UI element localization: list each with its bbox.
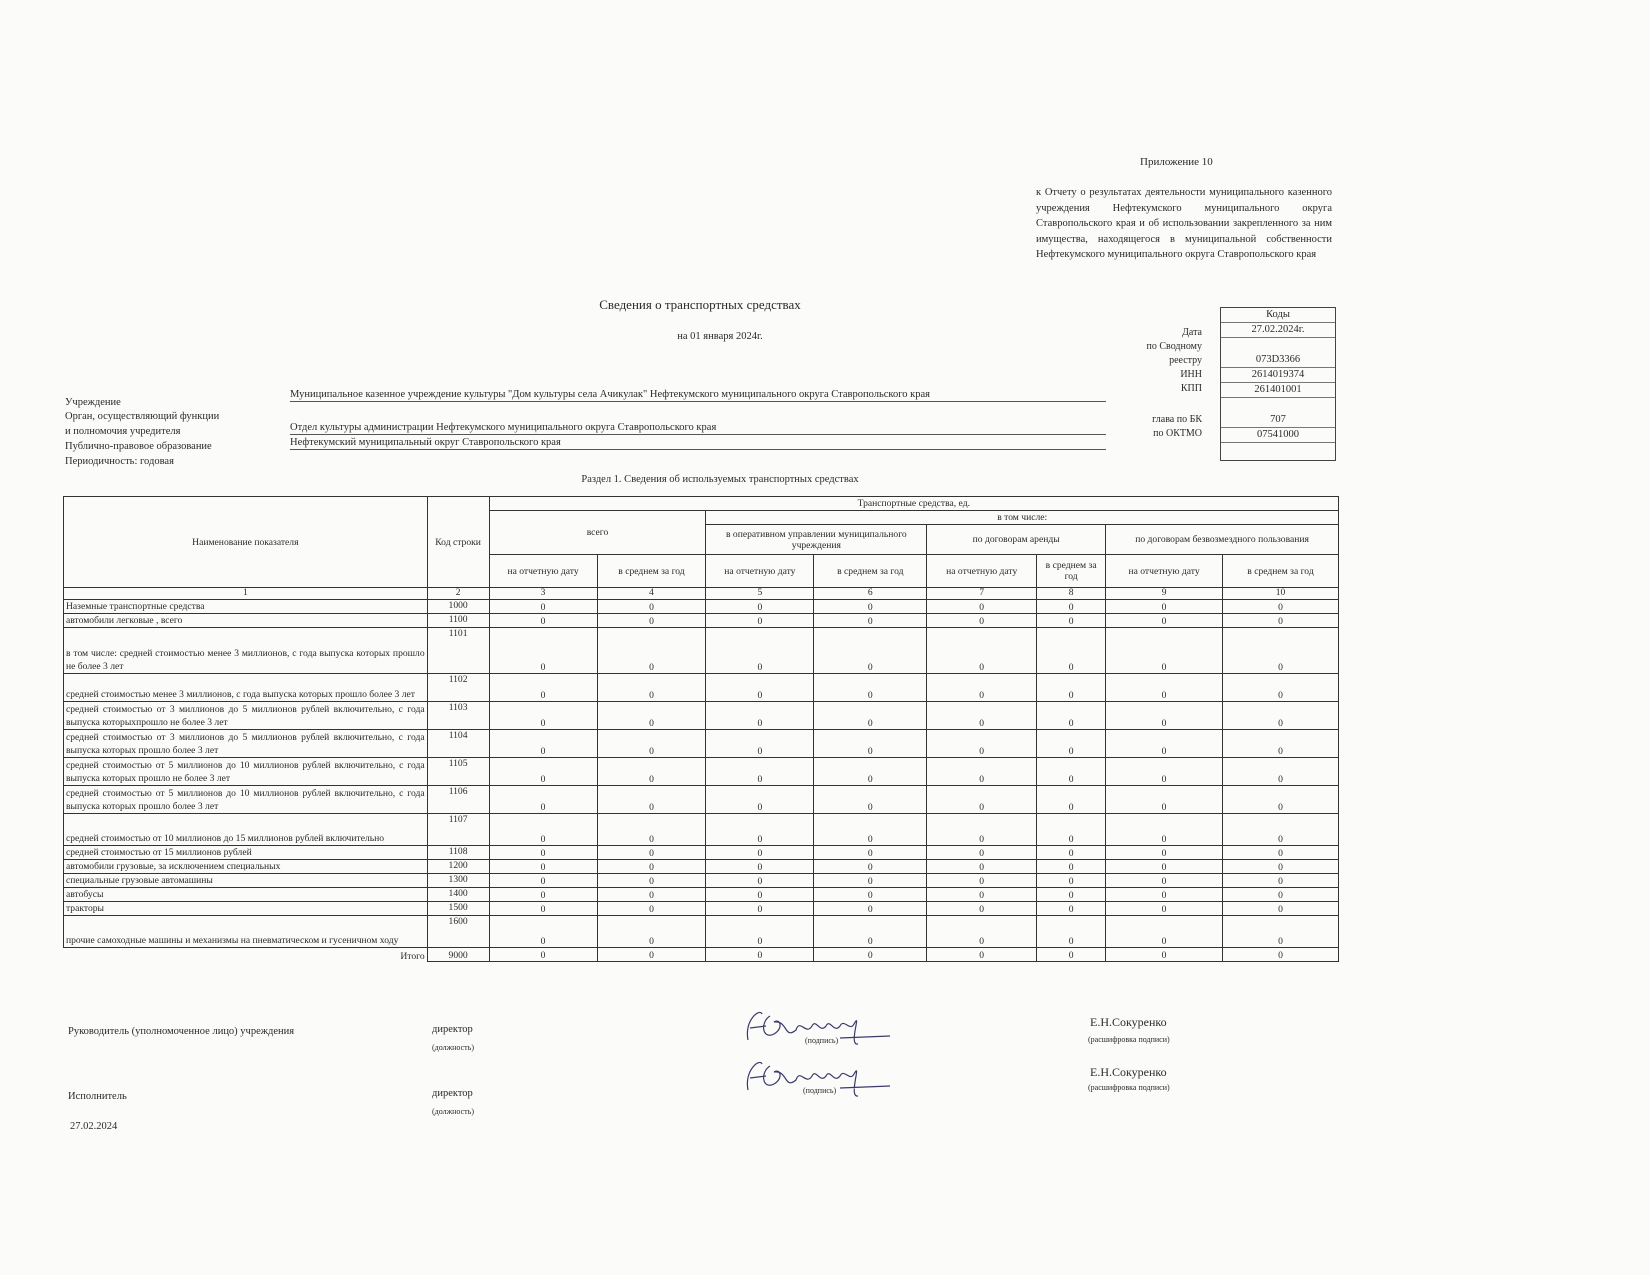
row-name: специальные грузовые автомашины	[64, 874, 428, 888]
code-inn: 2614019374	[1221, 368, 1335, 383]
row-value: 0	[489, 888, 597, 902]
row-value: 0	[489, 614, 597, 628]
executor-position-caption: (должность)	[432, 1107, 474, 1116]
row-value: 0	[489, 902, 597, 916]
row-value: 0	[1106, 786, 1223, 814]
group-header: Транспортные средства, ед.	[489, 497, 1338, 511]
row-value: 0	[1037, 702, 1106, 730]
row-value: 0	[1037, 902, 1106, 916]
code-label-registry-1: по Сводному	[1146, 341, 1202, 352]
row-code: 1103	[427, 702, 489, 730]
row-value: 0	[927, 600, 1037, 614]
row-value: 0	[597, 916, 706, 948]
col-number: 2	[427, 588, 489, 600]
code-oktmo: 07541000	[1221, 428, 1335, 443]
row-value: 0	[706, 888, 814, 902]
row-value: 0	[1106, 814, 1223, 846]
row-value: 0	[1223, 902, 1339, 916]
row-value: 0	[1223, 614, 1339, 628]
row-value: 0	[706, 628, 814, 674]
row-value: 0	[1037, 614, 1106, 628]
sub-header: в среднем за год	[1037, 555, 1106, 588]
row-value: 0	[597, 786, 706, 814]
code-kpp: 261401001	[1221, 383, 1335, 398]
row-value: 0	[1223, 916, 1339, 948]
code-label-kpp: КПП	[1180, 383, 1202, 394]
sub-header: на отчетную дату	[927, 555, 1037, 588]
row-value: 0	[706, 702, 814, 730]
row-value: 0	[927, 902, 1037, 916]
row-name: в том числе: средней стоимостью менее 3 миллионов, с года выпуска которых прошло не более 3 лет	[64, 628, 428, 674]
sub-header: на отчетную дату	[1106, 555, 1223, 588]
table-row	[64, 846, 1339, 860]
table-row	[64, 916, 1339, 948]
row-value: 0	[814, 888, 927, 902]
row-value: 0	[1223, 786, 1339, 814]
row-value: 0	[814, 814, 927, 846]
code-bk: 707	[1221, 413, 1335, 428]
head-name-caption: (расшифровка подписи)	[1088, 1035, 1170, 1044]
row-value: 0	[1223, 628, 1339, 674]
sub-header: на отчетную дату	[706, 555, 814, 588]
operational-group-header: в оперативном управлении муниципального учреждения	[706, 525, 927, 555]
row-value: 0	[1037, 600, 1106, 614]
row-value: 0	[489, 674, 597, 702]
row-value: 0	[814, 786, 927, 814]
head-position: директор	[432, 1024, 473, 1035]
total-code: 9000	[427, 948, 489, 962]
row-code: 1200	[427, 860, 489, 874]
table-row	[64, 702, 1339, 730]
code-registry: 073D3366	[1221, 353, 1335, 368]
row-value: 0	[489, 846, 597, 860]
row-value: 0	[1106, 916, 1223, 948]
row-value: 0	[1106, 888, 1223, 902]
free-use-group-header: по договорам безвозмездного пользования	[1106, 525, 1339, 555]
row-value: 0	[1106, 702, 1223, 730]
row-value: 0	[1106, 628, 1223, 674]
row-value: 0	[814, 846, 927, 860]
row-value: 0	[489, 874, 597, 888]
row-value: 0	[814, 860, 927, 874]
code-label-date: Дата	[1182, 327, 1202, 338]
row-code: 1000	[427, 600, 489, 614]
row-name: автомобили легковые , всего	[64, 614, 428, 628]
row-value: 0	[1037, 628, 1106, 674]
row-value: 0	[927, 758, 1037, 786]
row-value: 0	[597, 702, 706, 730]
row-value: 0	[489, 814, 597, 846]
row-value: 0	[489, 730, 597, 758]
col-header-name: Наименование показателя	[64, 497, 428, 588]
row-value: 0	[814, 702, 927, 730]
row-value: 0	[927, 888, 1037, 902]
row-value: 0	[1223, 702, 1339, 730]
row-value: 0	[1223, 674, 1339, 702]
row-code: 1600	[427, 916, 489, 948]
row-value: 0	[706, 846, 814, 860]
total-label: Итого	[64, 948, 428, 962]
table-row	[64, 786, 1339, 814]
row-value: 0	[489, 702, 597, 730]
row-value: 0	[597, 730, 706, 758]
row-value: 0	[1106, 860, 1223, 874]
table-row	[64, 628, 1339, 674]
col-number: 9	[1106, 588, 1223, 600]
periodicity-label: Периодичность: годовая	[65, 456, 174, 467]
row-value: 0	[489, 628, 597, 674]
row-value: 0	[1037, 674, 1106, 702]
total-value: 0	[1037, 948, 1106, 962]
code-label-registry-2: реестру	[1169, 355, 1202, 366]
executor-signature	[740, 1048, 900, 1104]
row-value: 0	[1106, 614, 1223, 628]
row-name: средней стоимостью от 5 миллионов до 10 миллионов рублей включительно, с года выпуска которых прошло более 3 лет	[64, 786, 428, 814]
institution-value: Муниципальное казенное учреждение культуры "Дом культуры села Ачикулак" Нефтекумского муниципального округа Ставропольского края	[290, 388, 1106, 402]
row-code: 1500	[427, 902, 489, 916]
report-date: 27.02.2024	[70, 1121, 118, 1132]
row-value: 0	[927, 916, 1037, 948]
row-name: Наземные транспортные средства	[64, 600, 428, 614]
row-value: 0	[1223, 730, 1339, 758]
public-entity-value: Нефтекумский муниципальный округ Ставропольского края	[290, 436, 1106, 450]
col-number: 5	[706, 588, 814, 600]
row-value: 0	[927, 702, 1037, 730]
row-value: 0	[597, 758, 706, 786]
col-number: 4	[597, 588, 706, 600]
appendix-text: к Отчету о результатах деятельности муниципального казенного учреждения Нефтекумского муниципального округа Ставропольского края и об использовании закрепленного за ним имущества, находящегося в муниципальной собственности Нефтекумского муниципального округа Ставропольского края	[1036, 187, 1332, 260]
row-value: 0	[706, 902, 814, 916]
row-value: 0	[1037, 846, 1106, 860]
row-value: 0	[489, 758, 597, 786]
row-name: средней стоимостью от 15 миллионов рублей	[64, 846, 428, 860]
total-group-header: всего	[489, 511, 706, 555]
row-value: 0	[489, 916, 597, 948]
row-name: средней стоимостью менее 3 миллионов, с года выпуска которых прошло более 3 лет	[64, 674, 428, 702]
row-value: 0	[1037, 888, 1106, 902]
row-value: 0	[927, 628, 1037, 674]
table-row	[64, 600, 1339, 614]
row-value: 0	[1223, 846, 1339, 860]
row-value: 0	[927, 614, 1037, 628]
row-name: тракторы	[64, 902, 428, 916]
row-value: 0	[706, 860, 814, 874]
col-number: 3	[489, 588, 597, 600]
founder-label-2: и полномочия учредителя	[65, 426, 181, 437]
lease-group-header: по договорам аренды	[927, 525, 1106, 555]
row-value: 0	[814, 902, 927, 916]
code-label-oktmo: по ОКТМО	[1153, 428, 1202, 439]
document-title: Сведения о транспортных средствах	[599, 297, 801, 312]
row-code: 1102	[427, 674, 489, 702]
row-name: средней стоимостью от 3 миллионов до 5 миллионов рублей включительно, с года выпуска которыхпрошло не более 3 лет	[64, 702, 428, 730]
col-number: 10	[1223, 588, 1339, 600]
row-value: 0	[927, 860, 1037, 874]
row-code: 1101	[427, 628, 489, 674]
row-value: 0	[1106, 730, 1223, 758]
table-body	[64, 600, 1339, 948]
row-value: 0	[706, 916, 814, 948]
appendix-title: Приложение 10	[1140, 156, 1213, 168]
col-header-code: Код строки	[427, 497, 489, 588]
table-row	[64, 674, 1339, 702]
row-value: 0	[1106, 674, 1223, 702]
row-value: 0	[927, 874, 1037, 888]
table-row	[64, 814, 1339, 846]
table-row	[64, 758, 1339, 786]
sub-header: в среднем за год	[814, 555, 927, 588]
table-row	[64, 888, 1339, 902]
code-date: 27.02.2024г.	[1221, 323, 1335, 338]
row-value: 0	[489, 860, 597, 874]
row-value: 0	[597, 600, 706, 614]
row-value: 0	[1106, 758, 1223, 786]
row-name: средней стоимостью от 5 миллионов до 10 миллионов рублей включительно, с года выпуска которых прошло не более 3 лет	[64, 758, 428, 786]
row-value: 0	[597, 846, 706, 860]
row-name: прочие самоходные машины и механизмы на пневматическом и гусеничном ходу	[64, 916, 428, 948]
sub-header: в среднем за год	[1223, 555, 1339, 588]
codes-box	[1220, 307, 1336, 461]
founder-label-1: Орган, осуществляющий функции	[65, 411, 220, 422]
row-value: 0	[1106, 600, 1223, 614]
total-value: 0	[489, 948, 597, 962]
row-name: средней стоимостью от 3 миллионов до 5 миллионов рублей включительно, с года выпуска которых прошло более 3 лет	[64, 730, 428, 758]
row-code: 1100	[427, 614, 489, 628]
row-value: 0	[1223, 860, 1339, 874]
row-value: 0	[706, 786, 814, 814]
row-name: автомобили грузовые, за исключением специальных	[64, 860, 428, 874]
section-title: Раздел 1. Сведения об используемых транспортных средствах	[581, 474, 859, 485]
row-code: 1104	[427, 730, 489, 758]
row-value: 0	[1106, 846, 1223, 860]
row-name: средней стоимостью от 10 миллионов до 15 миллионов рублей включительно	[64, 814, 428, 846]
row-value: 0	[1037, 730, 1106, 758]
including-header: в том числе:	[706, 511, 1339, 525]
row-value: 0	[1037, 860, 1106, 874]
code-empty-1	[1221, 398, 1335, 412]
row-code: 1400	[427, 888, 489, 902]
row-value: 0	[927, 674, 1037, 702]
codes-header: Коды	[1221, 308, 1335, 323]
row-value: 0	[814, 730, 927, 758]
table-row	[64, 874, 1339, 888]
code-empty-2	[1221, 444, 1335, 458]
row-value: 0	[1037, 874, 1106, 888]
row-value: 0	[597, 614, 706, 628]
executor-name-caption: (расшифровка подписи)	[1088, 1083, 1170, 1092]
row-value: 0	[927, 814, 1037, 846]
row-code: 1105	[427, 758, 489, 786]
row-value: 0	[814, 628, 927, 674]
row-value: 0	[706, 600, 814, 614]
row-value: 0	[1223, 814, 1339, 846]
document-subtitle: на 01 января 2024г.	[677, 331, 763, 342]
row-value: 0	[706, 758, 814, 786]
row-value: 0	[814, 600, 927, 614]
total-value: 0	[1223, 948, 1339, 962]
code-label-inn: ИНН	[1180, 369, 1202, 380]
row-value: 0	[927, 786, 1037, 814]
row-value: 0	[597, 874, 706, 888]
row-value: 0	[814, 874, 927, 888]
col-number: 8	[1037, 588, 1106, 600]
row-value: 0	[597, 902, 706, 916]
total-value: 0	[706, 948, 814, 962]
row-value: 0	[1223, 600, 1339, 614]
row-value: 0	[597, 888, 706, 902]
row-value: 0	[1223, 888, 1339, 902]
row-value: 0	[489, 786, 597, 814]
row-value: 0	[706, 814, 814, 846]
row-value: 0	[597, 628, 706, 674]
column-numbers-row	[64, 588, 1339, 600]
code-label-bk: глава по БК	[1152, 414, 1202, 425]
row-value: 0	[706, 730, 814, 758]
total-row	[64, 948, 1339, 962]
sub-header: в среднем за год	[597, 555, 706, 588]
founder-value: Отдел культуры администрации Нефтекумского муниципального округа Ставропольского края	[290, 421, 1106, 435]
row-value: 0	[706, 874, 814, 888]
row-value: 0	[1037, 814, 1106, 846]
head-label: Руководитель (уполномоченное лицо) учреждения	[68, 1026, 295, 1037]
code-registry-empty	[1221, 338, 1335, 352]
col-number: 7	[927, 588, 1037, 600]
table-row	[64, 730, 1339, 758]
executor-label: Исполнитель	[68, 1091, 127, 1102]
row-value: 0	[927, 846, 1037, 860]
head-position-caption: (должность)	[432, 1043, 474, 1052]
row-value: 0	[1223, 758, 1339, 786]
table-row	[64, 614, 1339, 628]
row-name: автобусы	[64, 888, 428, 902]
row-value: 0	[1037, 786, 1106, 814]
total-value: 0	[597, 948, 706, 962]
row-value: 0	[814, 916, 927, 948]
row-value: 0	[1037, 916, 1106, 948]
row-value: 0	[597, 814, 706, 846]
row-value: 0	[706, 674, 814, 702]
row-code: 1108	[427, 846, 489, 860]
row-value: 0	[814, 674, 927, 702]
row-value: 0	[597, 674, 706, 702]
table-row	[64, 902, 1339, 916]
row-value: 0	[1223, 874, 1339, 888]
row-value: 0	[706, 614, 814, 628]
row-code: 1300	[427, 874, 489, 888]
executor-position: директор	[432, 1088, 473, 1099]
row-value: 0	[927, 730, 1037, 758]
row-value: 0	[814, 614, 927, 628]
total-value: 0	[1106, 948, 1223, 962]
row-value: 0	[489, 600, 597, 614]
row-value: 0	[1106, 874, 1223, 888]
row-code: 1106	[427, 786, 489, 814]
col-number: 1	[64, 588, 428, 600]
head-signature-caption: (подпись)	[805, 1036, 839, 1045]
head-name: Е.Н.Сокуренко	[1090, 1015, 1167, 1029]
executor-name: Е.Н.Сокуренко	[1090, 1065, 1167, 1079]
executor-signature-caption: (подпись)	[803, 1086, 837, 1095]
total-value: 0	[814, 948, 927, 962]
row-code: 1107	[427, 814, 489, 846]
sub-header: на отчетную дату	[489, 555, 597, 588]
total-value: 0	[927, 948, 1037, 962]
transport-table	[63, 496, 1339, 962]
institution-label: Учреждение	[65, 397, 121, 408]
table-row	[64, 860, 1339, 874]
row-value: 0	[1037, 758, 1106, 786]
row-value: 0	[597, 860, 706, 874]
col-number: 6	[814, 588, 927, 600]
row-value: 0	[1106, 902, 1223, 916]
public-entity-label: Публично-правовое образование	[65, 441, 212, 452]
row-value: 0	[814, 758, 927, 786]
